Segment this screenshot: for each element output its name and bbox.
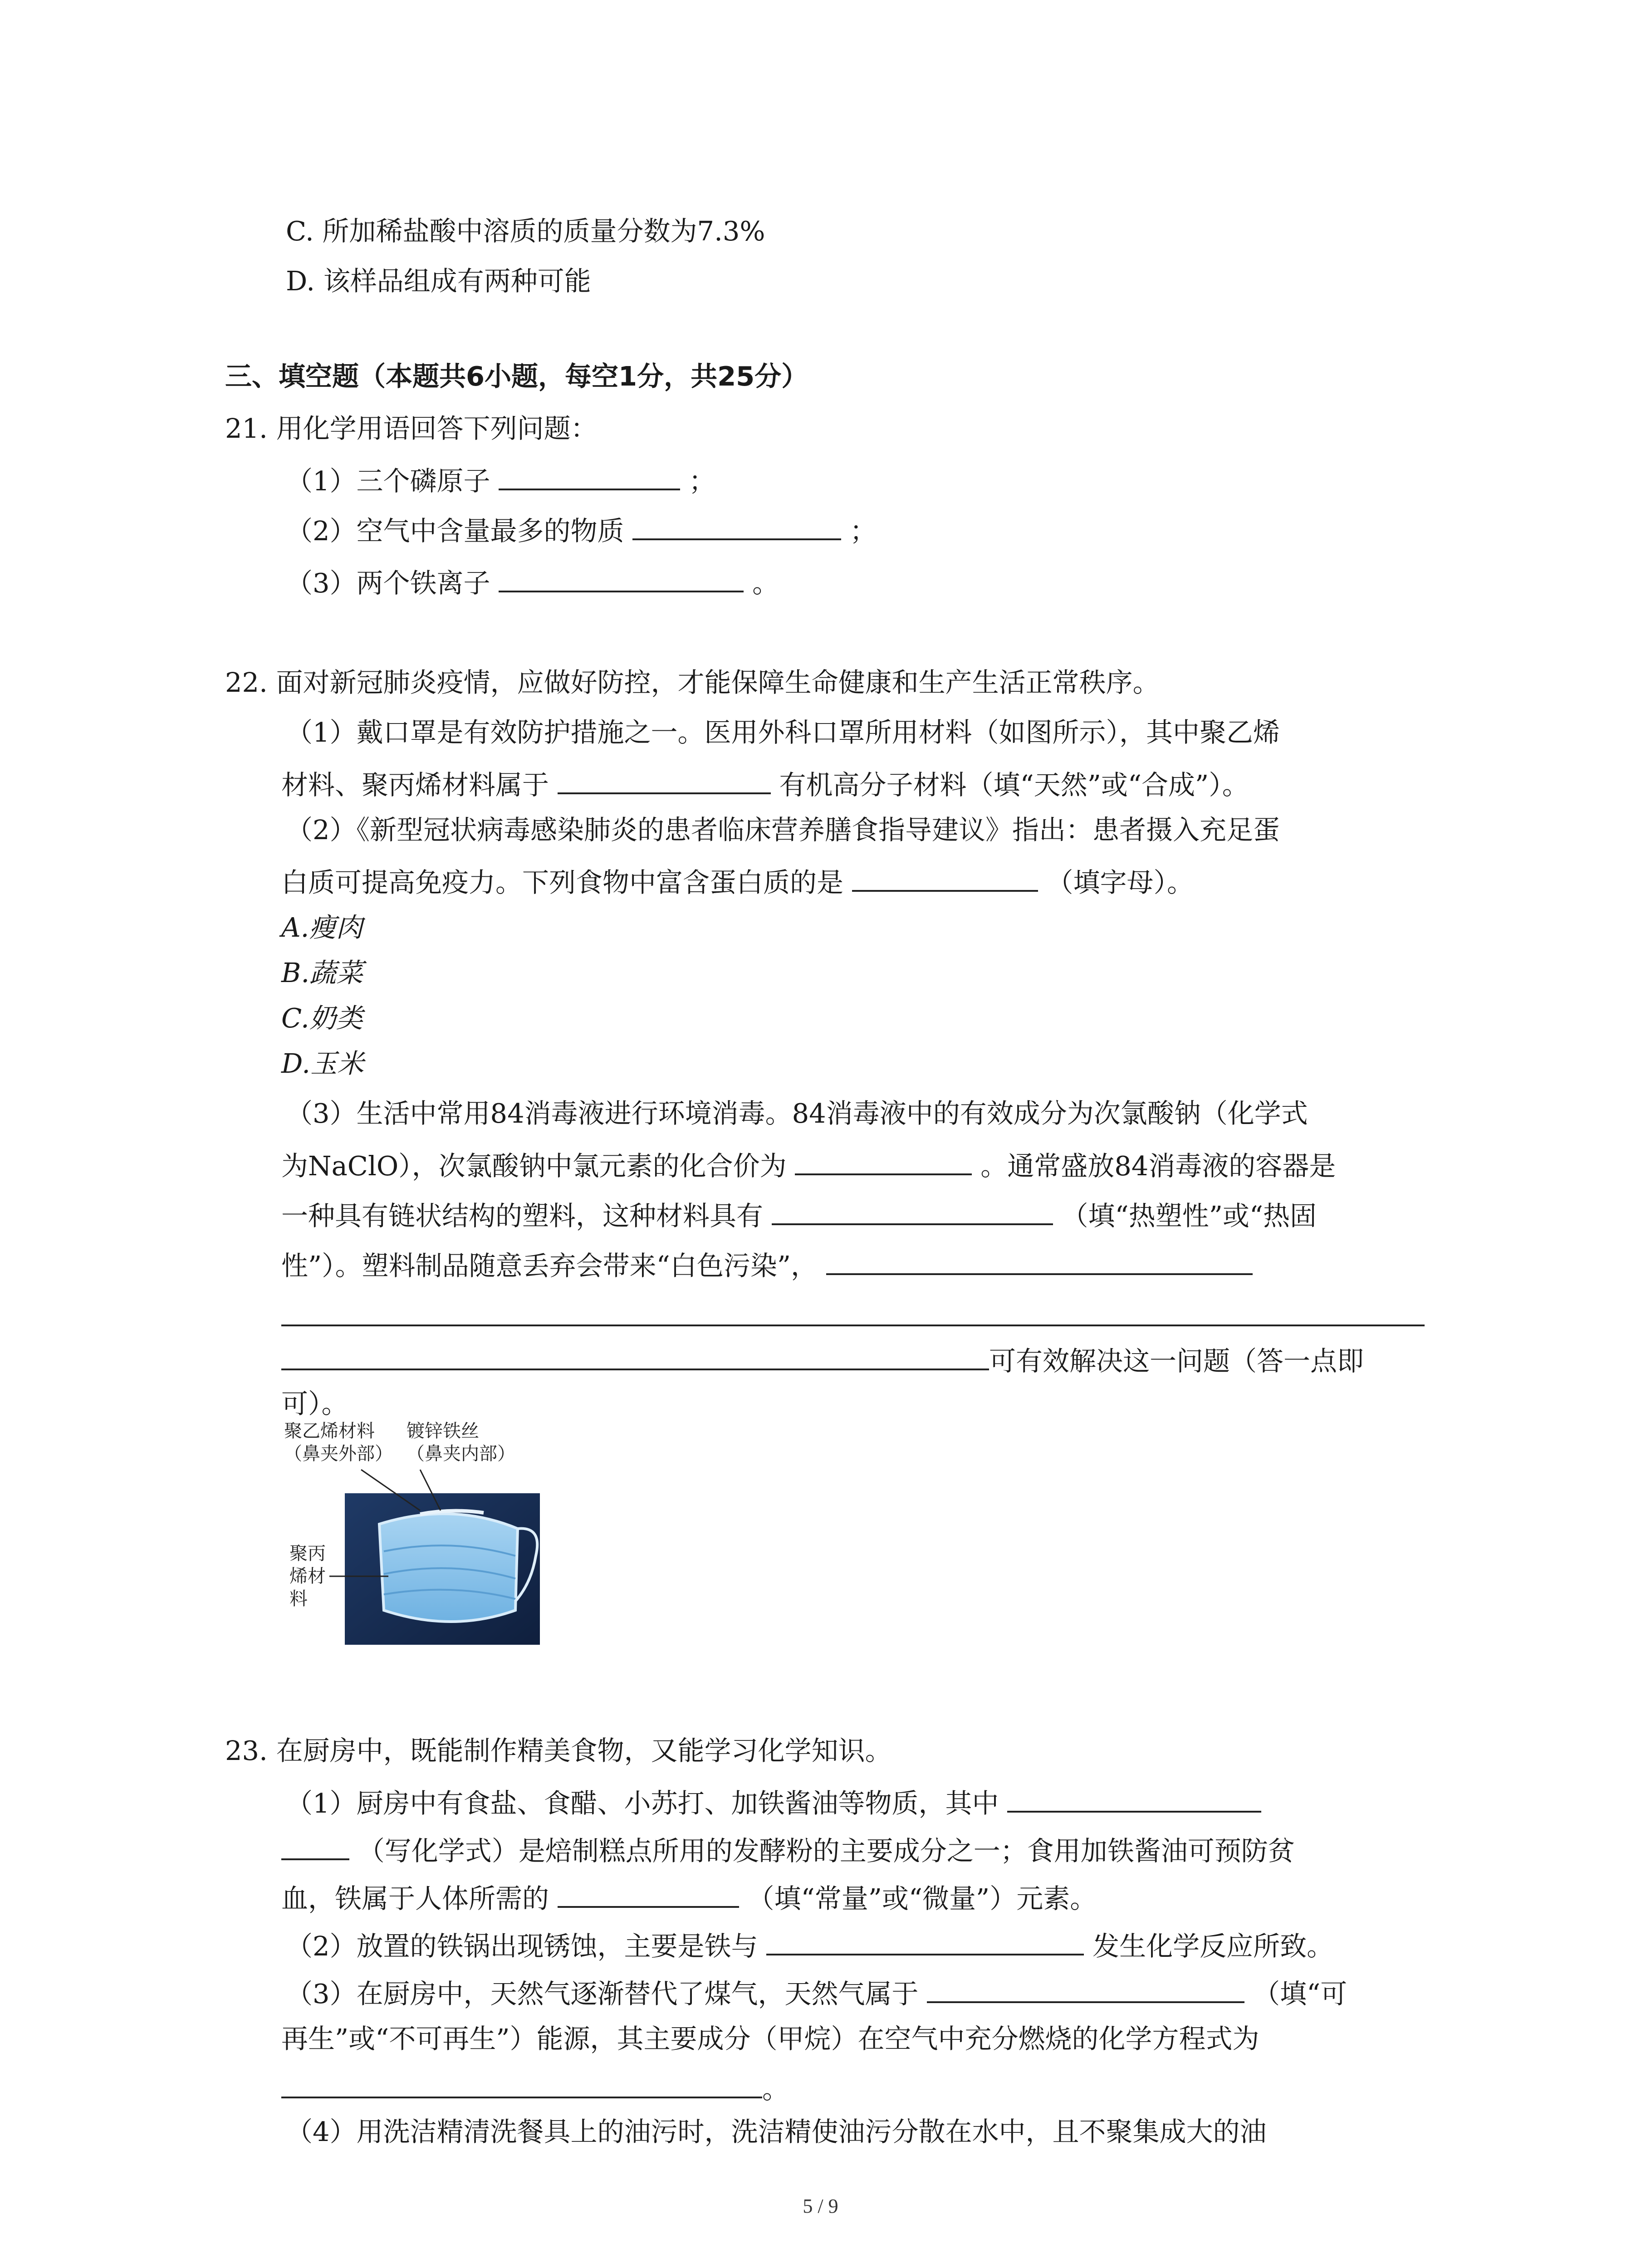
q22-option-a: A.瘦肉 [281,912,363,943]
q21-part2 [286,510,877,549]
q22-part3-text3: 一种具有链状结构的塑料，这种材料具有 [281,1200,764,1232]
q23-stem: 23. 在厨房中，既能制作精美食物，又能学习化学知识。 [225,1735,892,1766]
answer-blank-line[interactable] [281,1325,1425,1326]
q20-option-d: D. 该样品组成有两种可能 [286,265,591,297]
q21-part3 [286,562,779,601]
answer-blank[interactable] [632,510,841,540]
q23-part1-text2: （写化学式）是焙制糕点所用的发酵粉的主要成分之一；食用加铁酱油可预防贫 [358,1835,1295,1867]
q22-part1-line2 [281,764,1249,803]
q23-part3-tail: （填“可 [1253,1978,1347,2009]
q23-part1-line3 [281,1878,1097,1917]
section-heading: 三、填空题（本题共6小题，每空1分，共25分） [225,361,808,392]
label-wire-sub: （鼻夹内部） [407,1443,515,1464]
q22-part2-text: 白质可提高免疫力。下列食物中富含蛋白质的是 [281,867,844,898]
q21-part1-text: （1）三个磷原子 [286,465,490,497]
answer-blank[interactable] [927,1973,1244,2003]
q22-stem: 22. 面对新冠肺炎疫情，应做好防控，才能保障生命健康和生产生活正常秩序。 [225,667,1160,698]
mask-figure [270,1420,543,1665]
q21-part1-end: ； [689,465,716,497]
answer-blank[interactable] [499,562,744,592]
answer-blank[interactable] [1007,1783,1261,1813]
q22-part3-line4 [281,1245,1253,1284]
q20-option-c: C. 所加稀盐酸中溶质的质量分数为7.3% [286,215,765,247]
q23-part3-line2: 再生”或“不可再生”）能源，其主要成分（甲烷）在空气中充分燃烧的化学方程式为 [281,2023,1259,2054]
q21-part3-text: （3）两个铁离子 [286,567,490,599]
q23-part1-text3: 血，铁属于人体所需的 [281,1883,549,1914]
q22-part3-line7: 可）。 [281,1388,348,1419]
answer-blank[interactable] [852,862,1038,892]
q22-part2-line1: （2）《新型冠状病毒感染肺炎的患者临床营养膳食指导建议》指出：患者摄入充足蛋 [286,814,1280,846]
q22-part3-line6 [281,1340,1364,1379]
answer-blank[interactable] [281,1830,349,1860]
q22-part3-text6: 可有效解决这一问题（答一点即 [989,1345,1364,1377]
q23-part3-line3 [281,2068,789,2107]
q22-part3-text: 为NaClO），次氯酸钠中氯元素的化合价为 [281,1150,787,1182]
q23-part2-text: （2）放置的铁锅出现锈蚀，主要是铁与 [286,1931,758,1962]
q23-part3-line1 [286,1973,1347,2012]
answer-blank[interactable] [281,2068,762,2098]
q22-part2-tail: （填字母）。 [1046,867,1194,898]
q22-part1-tail: 有机高分子材料（填“天然”或“合成”）。 [779,769,1249,801]
label-polypropylene-3: 料 [289,1589,308,1609]
q22-option-c: C.奶类 [281,1002,363,1034]
label-wire: 镀锌铁丝 [407,1421,479,1442]
label-polypropylene-1: 聚丙 [289,1543,326,1564]
answer-blank[interactable] [281,1340,989,1370]
answer-blank[interactable] [766,1926,1084,1955]
q21-part1 [286,460,715,499]
q21-part2-text: （2）空气中含量最多的物质 [286,515,624,547]
page-number: 5 / 9 [803,2195,838,2217]
q22-part1-line1: （1）戴口罩是有效防护措施之一。医用外科口罩所用材料（如图所示），其中聚乙烯 [286,717,1280,748]
q22-part3-text4: （填“热塑性”或“热固 [1061,1200,1317,1232]
q23-part1-text4: （填“常量”或“微量”）元素。 [747,1883,1097,1914]
answer-blank[interactable] [826,1245,1253,1275]
answer-blank[interactable] [772,1195,1053,1225]
q22-part3-line3 [281,1195,1317,1234]
q22-part3-line1: （3）生活中常用84消毒液进行环境消毒。84消毒液中的有效成分为次氯酸钠（化学式 [286,1098,1308,1129]
q22-part2-line2 [281,862,1194,901]
q21-part2-end: ； [850,515,877,547]
q23-part3-end: 。 [762,2073,789,2105]
label-polyethylene: 聚乙烯材料 [284,1421,375,1442]
q22-part1-text: 材料、聚丙烯材料属于 [281,769,549,801]
q22-part3-text5: 性”）。塑料制品随意丢弃会带来“白色污染”， [281,1250,818,1281]
q21-stem: 21. 用化学用语回答下列问题： [225,413,598,444]
q22-option-b: B.蔬菜 [281,957,363,988]
answer-blank[interactable] [795,1145,972,1175]
q22-part3-text2: 。通常盛放84消毒液的容器是 [980,1150,1336,1182]
answer-blank[interactable] [558,764,771,794]
q23-part1-text: （1）厨房中有食盐、食醋、小苏打、加铁酱油等物质，其中 [286,1788,999,1819]
q23-part2 [286,1926,1333,1965]
label-polyethylene-sub: （鼻夹外部） [284,1443,393,1464]
q21-part3-end: 。 [752,567,779,599]
q23-part1-line1 [286,1783,1261,1822]
q23-part4: （4）用洗洁精清洗餐具上的油污时，洗洁精使油污分散在水中，且不聚集成大的油 [286,2116,1267,2147]
label-polypropylene-2: 烯材 [289,1566,326,1587]
answer-blank[interactable] [558,1878,739,1908]
q22-part3-line2 [281,1145,1336,1184]
answer-blank[interactable] [499,460,680,490]
q22-option-d: D.玉米 [281,1048,364,1079]
q23-part2-tail: 发生化学反应所致。 [1092,1931,1334,1962]
q23-part3-text: （3）在厨房中，天然气逐渐替代了煤气，天然气属于 [286,1978,919,2009]
q23-part1-line2 [281,1830,1295,1869]
